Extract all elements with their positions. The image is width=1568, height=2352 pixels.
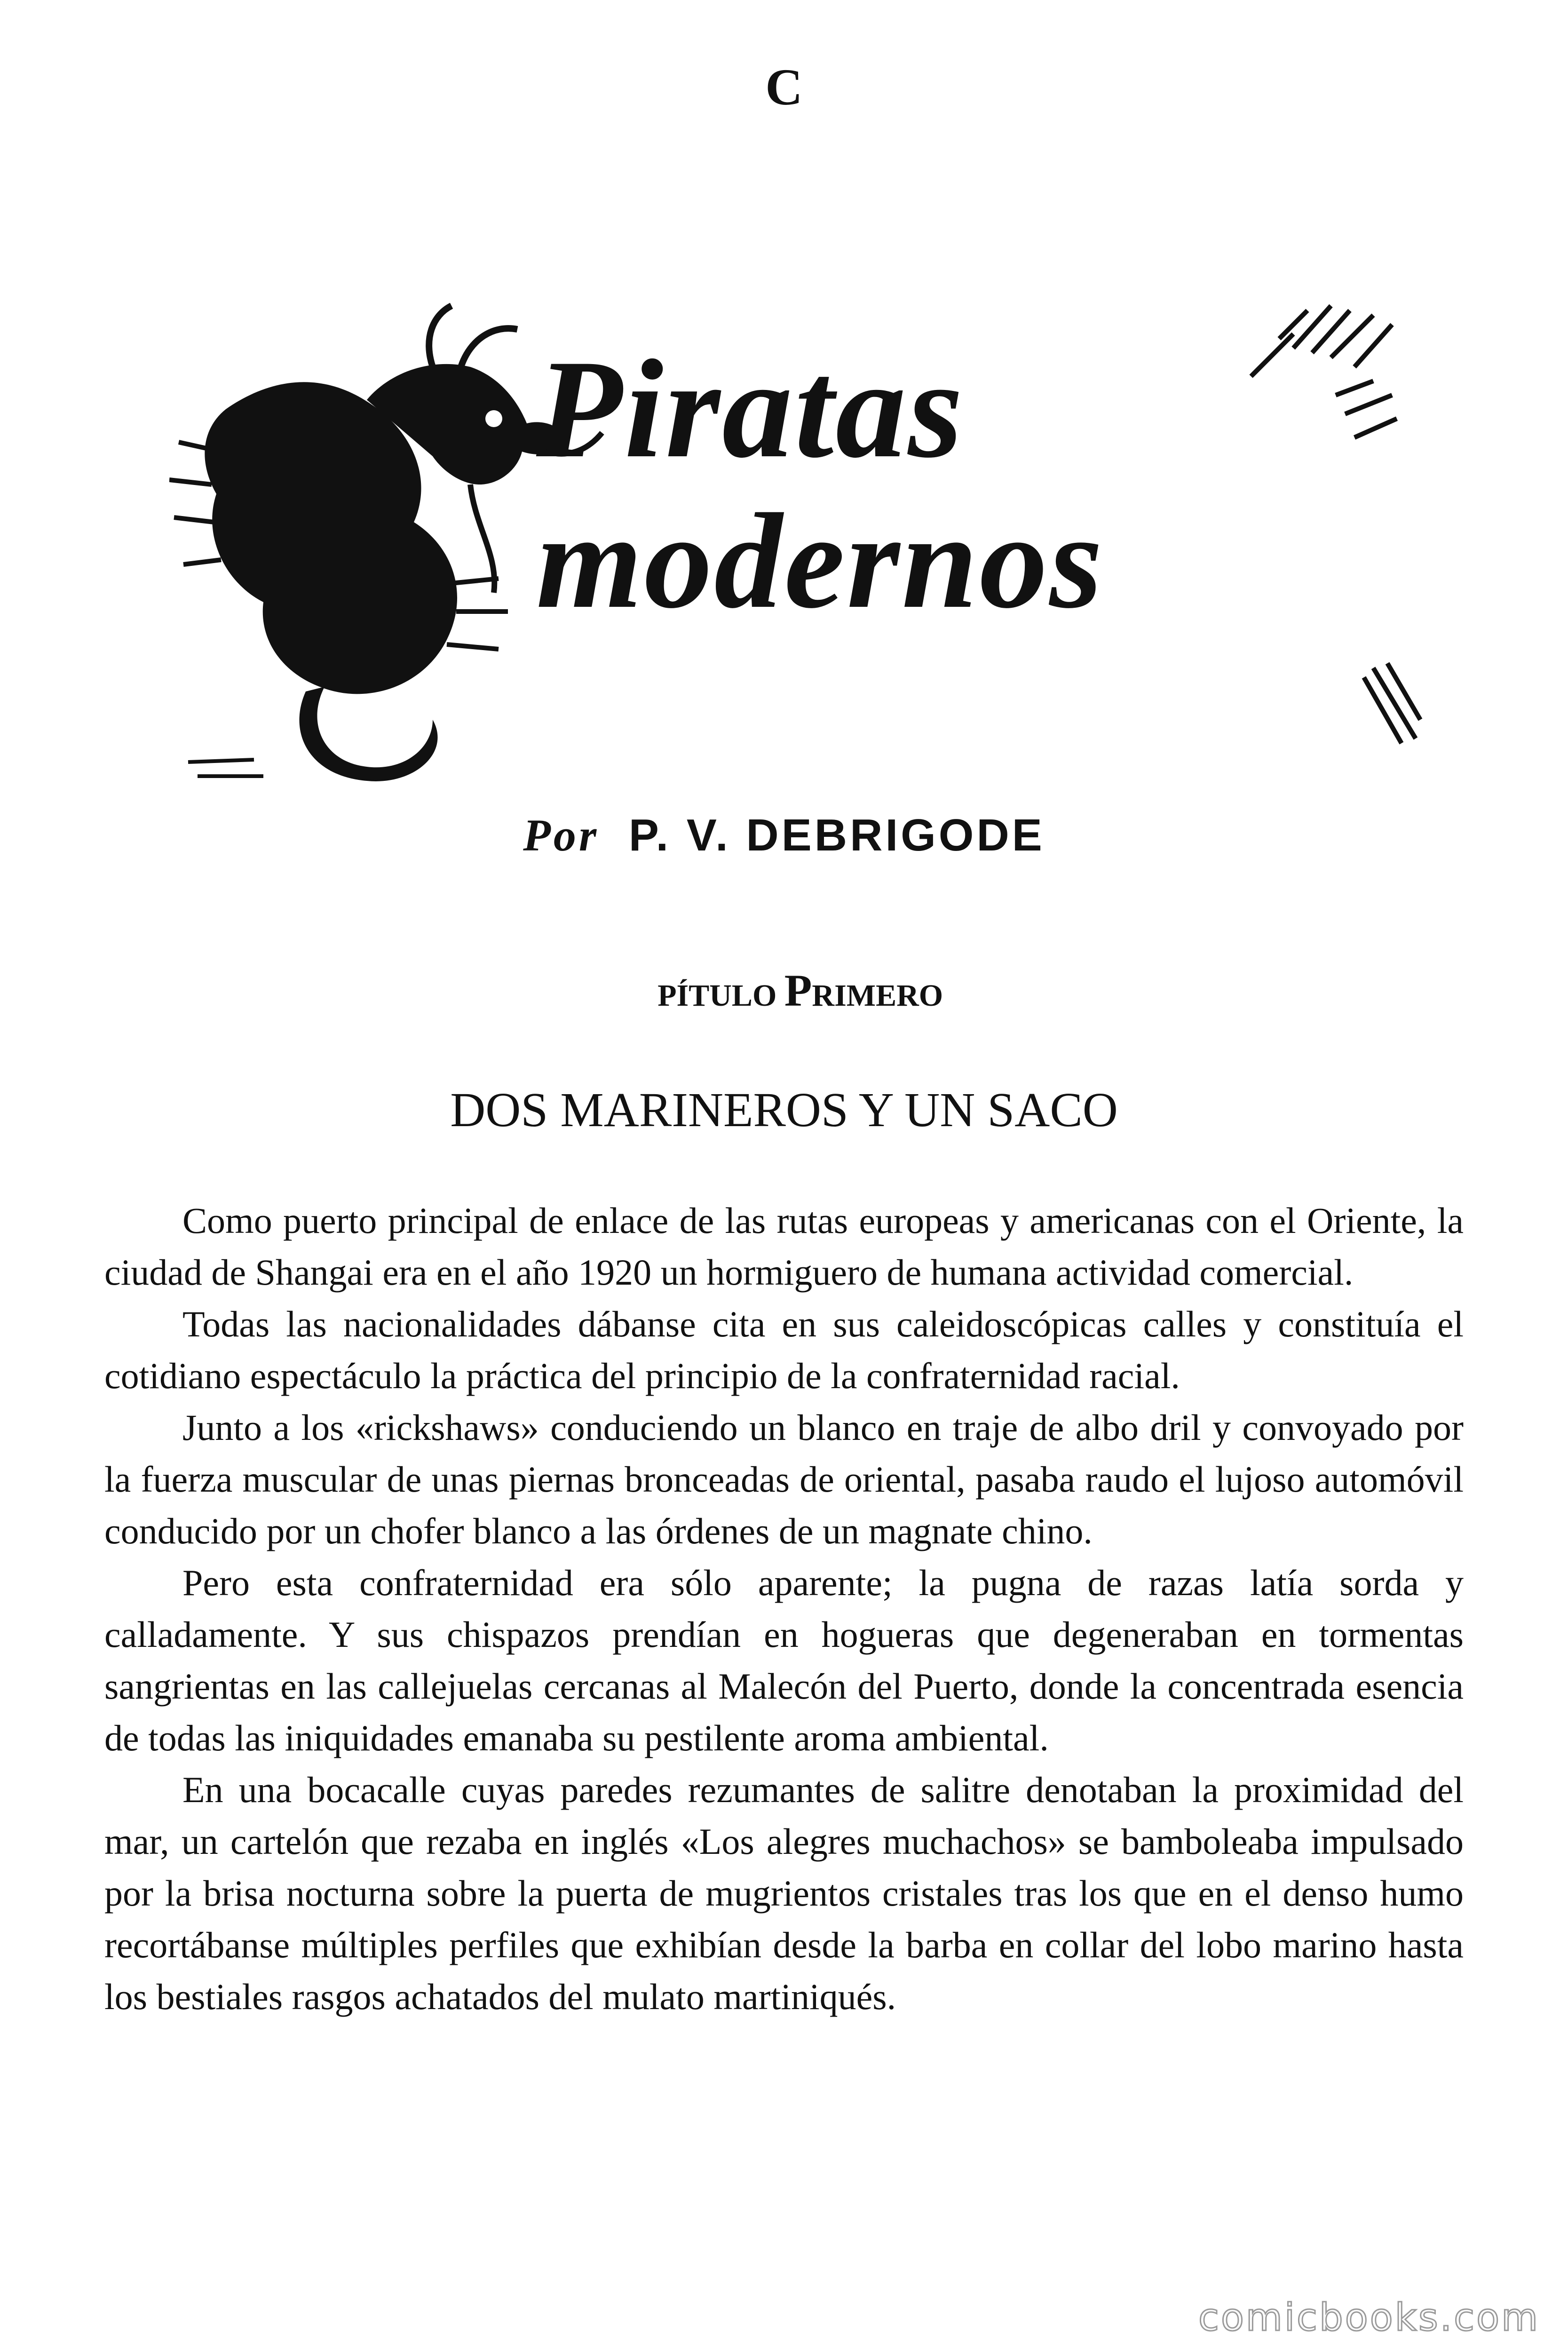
chapter-label-rest: PÍTULO [657, 978, 777, 1013]
paragraph: Como puerto principal de enlace de las rutas europeas y americanas con el Oriente, la ciudad de Shangai era en el año 1920 un hormiguero de humana actividad comercial. [104, 1200, 1464, 1293]
watermark: comicbooks.com [1198, 2296, 1540, 2339]
paragraph: Todas las nacionalidades dábanse cita en sus caleidoscópicas calles y constituía el cotidiano espectáculo la práctica del principio de la confraternidad racial. [104, 1303, 1464, 1396]
body-text [104, 1195, 1464, 2023]
chapter-name-initial: P [784, 965, 812, 1016]
byline-author: P. V. DEBRIGODE [628, 810, 1045, 860]
paragraph: Pero esta confraternidad era sólo aparente; la pugna de razas latía sorda y calladamente. Y sus chispazos prendían en hogueras que degeneraban en tormentas sangrientas en las callejuelas cercanas al Malecón del Puerto, donde la concentrada esencia de todas las iniquidades emanaba su pestilente aroma ambiental. [104, 1562, 1464, 1758]
byline [0, 809, 1568, 861]
title-lettering [534, 331, 1104, 636]
paragraph: Junto a los «rickshaws» conduciendo un blanco en traje de albo dril y convoyado por la fuerza muscular de unas piernas bronceadas de oriental, pasaba raudo el lujoso automóvil conducido por un chofer blanco a las órdenes de un magnate chino. [104, 1407, 1464, 1551]
section-title: DOS MARINEROS Y UN SACO [450, 1083, 1118, 1137]
svg-text:modernos: modernos [536, 485, 1105, 636]
paragraph: En una bocacalle cuyas paredes rezumantes de salitre denotaban la proximidad del mar, un cartelón que rezaba en inglés «Los alegres muchachos» se bamboleaba impulsado por la brisa nocturna sobre la puerta de mugrientos cristales tras los que en el denso humo recortábanse múltiples perfiles que exhibían desde la barba en collar del lobo marino hasta los bestiales rasgos achatados del mulato martiniqués. [104, 1769, 1464, 2017]
chapter-heading [0, 964, 1568, 1017]
svg-text:Piratas: Piratas [536, 331, 965, 487]
decorative-strokes [1251, 306, 1420, 743]
drop-letter: C [765, 58, 803, 116]
masthead-illustration [169, 301, 1430, 790]
byline-prefix: Por [523, 810, 600, 860]
chapter-name-rest: RIMERO [812, 978, 943, 1013]
